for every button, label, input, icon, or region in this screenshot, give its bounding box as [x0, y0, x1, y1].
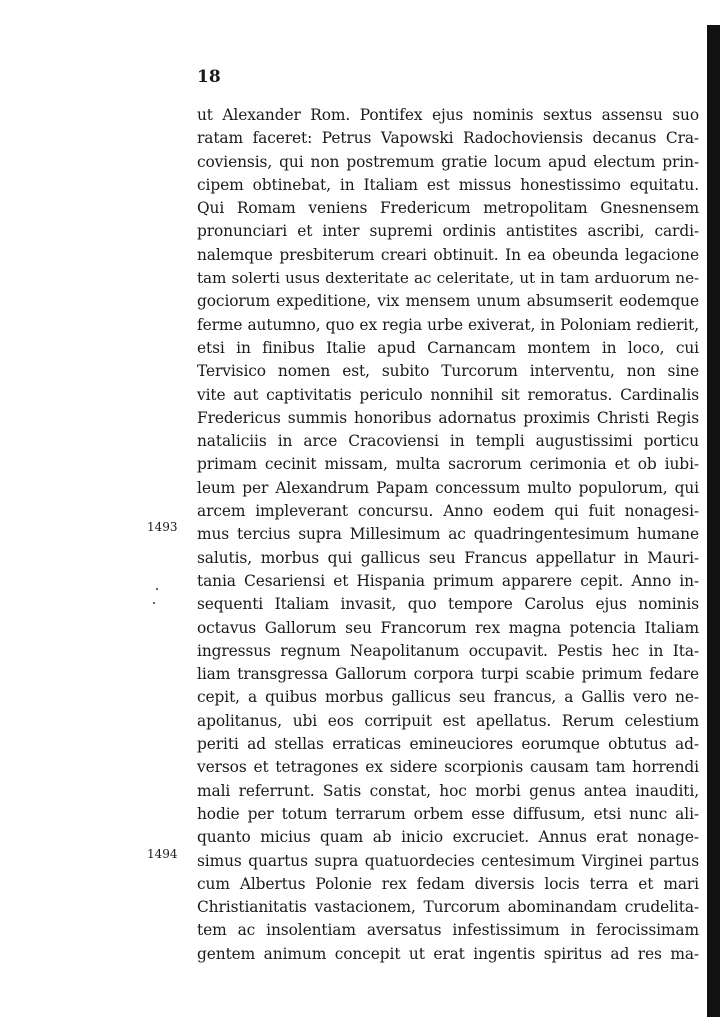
text-line: tania Cesariensi et Hispania primum apparere cepit. Anno in-	[197, 571, 699, 590]
text-line: cum Albertus Polonie rex fedam diversis locis terra et mari	[197, 874, 699, 893]
page-number: 18	[197, 67, 221, 87]
body-text	[197, 104, 699, 966]
text-line: tem ac insolentiam aversatus infestissimum in ferocissimam	[197, 921, 699, 940]
text-line: cepit, a quibus morbus gallicus seu francus, a Gallis vero ne-	[197, 688, 699, 707]
text-line: liam transgressa Gallorum corpora turpi scabie primum fedare	[197, 665, 699, 684]
text-line: tam solerti usus dexteritate ac celeritate, ut in tam arduorum ne-	[197, 269, 699, 288]
text-line: gociorum expeditione, vix mensem unum absumserit eodemque	[197, 292, 699, 311]
text-line: primam cecinit missam, multa sacrorum cerimonia et ob iubi-	[197, 455, 699, 474]
text-line: arcem impleverant concursu. Anno eodem qui fuit nonagesi-	[197, 502, 699, 521]
page-edge-shadow	[707, 25, 720, 1017]
text-line: vite aut captivitatis periculo nonnihil sit remoratus. Cardinalis	[197, 385, 699, 404]
text-line: ingressus regnum Neapolitanum occupavit. Pestis hec in Ita-	[197, 641, 699, 660]
text-line: quanto micius quam ab inicio excruciet. Annus erat nonage-	[197, 828, 699, 847]
text-line: ferme autumno, quo ex regia urbe exiverat, in Poloniam redierit,	[197, 315, 699, 334]
scan-speck	[156, 588, 158, 590]
text-line: ratam faceret: Petrus Vapowski Radochoviensis decanus Cra-	[197, 129, 699, 148]
margin-year: 1494	[147, 847, 178, 861]
text-line: periti ad stellas erraticas emineuciores eorumque obtutus ad-	[197, 735, 699, 754]
text-line: nataliciis in arce Cracoviensi in templi augustissimi porticu	[197, 432, 699, 451]
text-line: octavus Gallorum seu Francorum rex magna potencia Italiam	[197, 618, 699, 637]
text-line: etsi in finibus Italie apud Carnancam montem in loco, cui	[197, 338, 699, 357]
text-line: apolitanus, ubi eos corripuit est apellatus. Rerum celestium	[197, 711, 699, 730]
text-line: gentem animum concepit ut erat ingentis spiritus ad res ma-	[197, 944, 699, 963]
text-line: pronunciari et inter supremi ordinis antistites ascribi, cardi-	[197, 222, 699, 241]
text-line: mus tercius supra Millesimum ac quadringentesimum humane	[197, 525, 699, 544]
text-line: salutis, morbus qui gallicus seu Francus appellatur in Mauri-	[197, 548, 699, 567]
text-line: simus quartus supra quatuordecies centesimum Virginei partus	[197, 851, 699, 870]
text-line: nalemque presbiterum creari obtinuit. In ea obeunda legacione	[197, 245, 699, 264]
text-line: coviensis, qui non postremum gratie locum apud electum prin-	[197, 152, 699, 171]
text-line: leum per Alexandrum Papam concessum multo populorum, qui	[197, 478, 699, 497]
scan-speck	[153, 602, 155, 604]
text-line: Fredericus summis honoribus adornatus proximis Christi Regis	[197, 408, 699, 427]
text-line: hodie per totum terrarum orbem esse diffusum, etsi nunc ali-	[197, 804, 699, 823]
text-line: ut Alexander Rom. Pontifex ejus nominis sextus assensu suo	[197, 106, 699, 124]
text-line: Tervisico nomen est, subito Turcorum interventu, non sine	[197, 362, 699, 381]
text-line: mali referrunt. Satis constat, hoc morbi genus antea inauditi,	[197, 781, 699, 800]
text-line: cipem obtinebat, in Italiam est missus honestissimo equitatu.	[197, 175, 699, 194]
margin-year: 1493	[147, 520, 178, 534]
text-line: sequenti Italiam invasit, quo tempore Carolus ejus nominis	[197, 595, 699, 614]
text-line: Christianitatis vastacionem, Turcorum abominandam crudelita-	[197, 898, 699, 917]
text-line: Qui Romam veniens Fredericum metropolitam Gnesnensem	[197, 199, 699, 218]
text-line: versos et tetragones ex sidere scorpionis causam tam horrendi	[197, 758, 699, 777]
